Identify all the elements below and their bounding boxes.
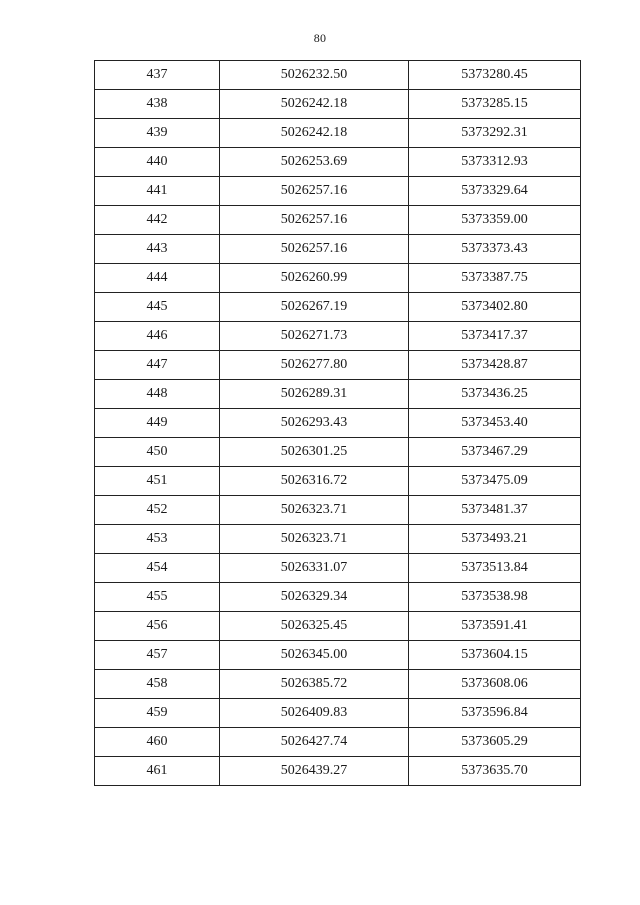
point-number-cell: 449: [95, 409, 220, 438]
point-number-cell: 442: [95, 206, 220, 235]
point-number-cell: 444: [95, 264, 220, 293]
x-coordinate-cell: 5026260.99: [220, 264, 409, 293]
y-coordinate-cell: 5373453.40: [409, 409, 581, 438]
x-coordinate-cell: 5026316.72: [220, 467, 409, 496]
point-number-cell: 445: [95, 293, 220, 322]
table-row: [95, 699, 581, 728]
table-row: [95, 264, 581, 293]
table-row: [95, 322, 581, 351]
table-row: [95, 148, 581, 177]
page-number: 80: [313, 31, 327, 45]
x-coordinate-cell: 5026267.19: [220, 293, 409, 322]
y-coordinate-cell: 5373608.06: [409, 670, 581, 699]
table-row: [95, 670, 581, 699]
y-coordinate-cell: 5373635.70: [409, 757, 581, 786]
x-coordinate-cell: 5026301.25: [220, 438, 409, 467]
point-number-cell: 438: [95, 90, 220, 119]
point-number-cell: 448: [95, 380, 220, 409]
point-number-cell: 460: [95, 728, 220, 757]
table-row: [95, 525, 581, 554]
coordinates-table-body: [95, 61, 581, 786]
table-row: [95, 293, 581, 322]
point-number-cell: 456: [95, 612, 220, 641]
x-coordinate-cell: 5026293.43: [220, 409, 409, 438]
y-coordinate-cell: 5373596.84: [409, 699, 581, 728]
point-number-cell: 452: [95, 496, 220, 525]
x-coordinate-cell: 5026253.69: [220, 148, 409, 177]
y-coordinate-cell: 5373292.31: [409, 119, 581, 148]
table-row: [95, 728, 581, 757]
table-row: [95, 757, 581, 786]
x-coordinate-cell: 5026257.16: [220, 235, 409, 264]
x-coordinate-cell: 5026271.73: [220, 322, 409, 351]
point-number-cell: 437: [95, 61, 220, 90]
table-row: [95, 496, 581, 525]
coordinates-table: [94, 60, 581, 786]
point-number-cell: 457: [95, 641, 220, 670]
point-number-cell: 441: [95, 177, 220, 206]
point-number-cell: 461: [95, 757, 220, 786]
point-number-cell: 440: [95, 148, 220, 177]
table-row: [95, 612, 581, 641]
x-coordinate-cell: 5026331.07: [220, 554, 409, 583]
table-row: [95, 177, 581, 206]
x-coordinate-cell: 5026345.00: [220, 641, 409, 670]
x-coordinate-cell: 5026325.45: [220, 612, 409, 641]
point-number-cell: 447: [95, 351, 220, 380]
point-number-cell: 443: [95, 235, 220, 264]
x-coordinate-cell: 5026232.50: [220, 61, 409, 90]
x-coordinate-cell: 5026385.72: [220, 670, 409, 699]
y-coordinate-cell: 5373467.29: [409, 438, 581, 467]
x-coordinate-cell: 5026242.18: [220, 119, 409, 148]
y-coordinate-cell: 5373475.09: [409, 467, 581, 496]
y-coordinate-cell: 5373280.45: [409, 61, 581, 90]
y-coordinate-cell: 5373538.98: [409, 583, 581, 612]
y-coordinate-cell: 5373312.93: [409, 148, 581, 177]
y-coordinate-cell: 5373493.21: [409, 525, 581, 554]
table-row: [95, 206, 581, 235]
point-number-cell: 451: [95, 467, 220, 496]
table-row: [95, 583, 581, 612]
x-coordinate-cell: 5026277.80: [220, 351, 409, 380]
point-number-cell: 446: [95, 322, 220, 351]
y-coordinate-cell: 5373605.29: [409, 728, 581, 757]
y-coordinate-cell: 5373417.37: [409, 322, 581, 351]
point-number-cell: 459: [95, 699, 220, 728]
x-coordinate-cell: 5026323.71: [220, 496, 409, 525]
table-row: [95, 438, 581, 467]
x-coordinate-cell: 5026323.71: [220, 525, 409, 554]
x-coordinate-cell: 5026427.74: [220, 728, 409, 757]
x-coordinate-cell: 5026257.16: [220, 177, 409, 206]
table-row: [95, 351, 581, 380]
point-number-cell: 458: [95, 670, 220, 699]
table-row: [95, 467, 581, 496]
y-coordinate-cell: 5373604.15: [409, 641, 581, 670]
y-coordinate-cell: 5373513.84: [409, 554, 581, 583]
table-row: [95, 554, 581, 583]
table-row: [95, 119, 581, 148]
x-coordinate-cell: 5026289.31: [220, 380, 409, 409]
point-number-cell: 454: [95, 554, 220, 583]
x-coordinate-cell: 5026329.34: [220, 583, 409, 612]
y-coordinate-cell: 5373329.64: [409, 177, 581, 206]
point-number-cell: 450: [95, 438, 220, 467]
y-coordinate-cell: 5373436.25: [409, 380, 581, 409]
table-row: [95, 409, 581, 438]
x-coordinate-cell: 5026257.16: [220, 206, 409, 235]
table-row: [95, 641, 581, 670]
y-coordinate-cell: 5373591.41: [409, 612, 581, 641]
y-coordinate-cell: 5373481.37: [409, 496, 581, 525]
y-coordinate-cell: 5373387.75: [409, 264, 581, 293]
table-row: [95, 235, 581, 264]
x-coordinate-cell: 5026242.18: [220, 90, 409, 119]
y-coordinate-cell: 5373402.80: [409, 293, 581, 322]
y-coordinate-cell: 5373373.43: [409, 235, 581, 264]
y-coordinate-cell: 5373285.15: [409, 90, 581, 119]
y-coordinate-cell: 5373359.00: [409, 206, 581, 235]
x-coordinate-cell: 5026409.83: [220, 699, 409, 728]
point-number-cell: 455: [95, 583, 220, 612]
x-coordinate-cell: 5026439.27: [220, 757, 409, 786]
table-row: [95, 90, 581, 119]
point-number-cell: 453: [95, 525, 220, 554]
table-row: [95, 61, 581, 90]
y-coordinate-cell: 5373428.87: [409, 351, 581, 380]
table-row: [95, 380, 581, 409]
point-number-cell: 439: [95, 119, 220, 148]
